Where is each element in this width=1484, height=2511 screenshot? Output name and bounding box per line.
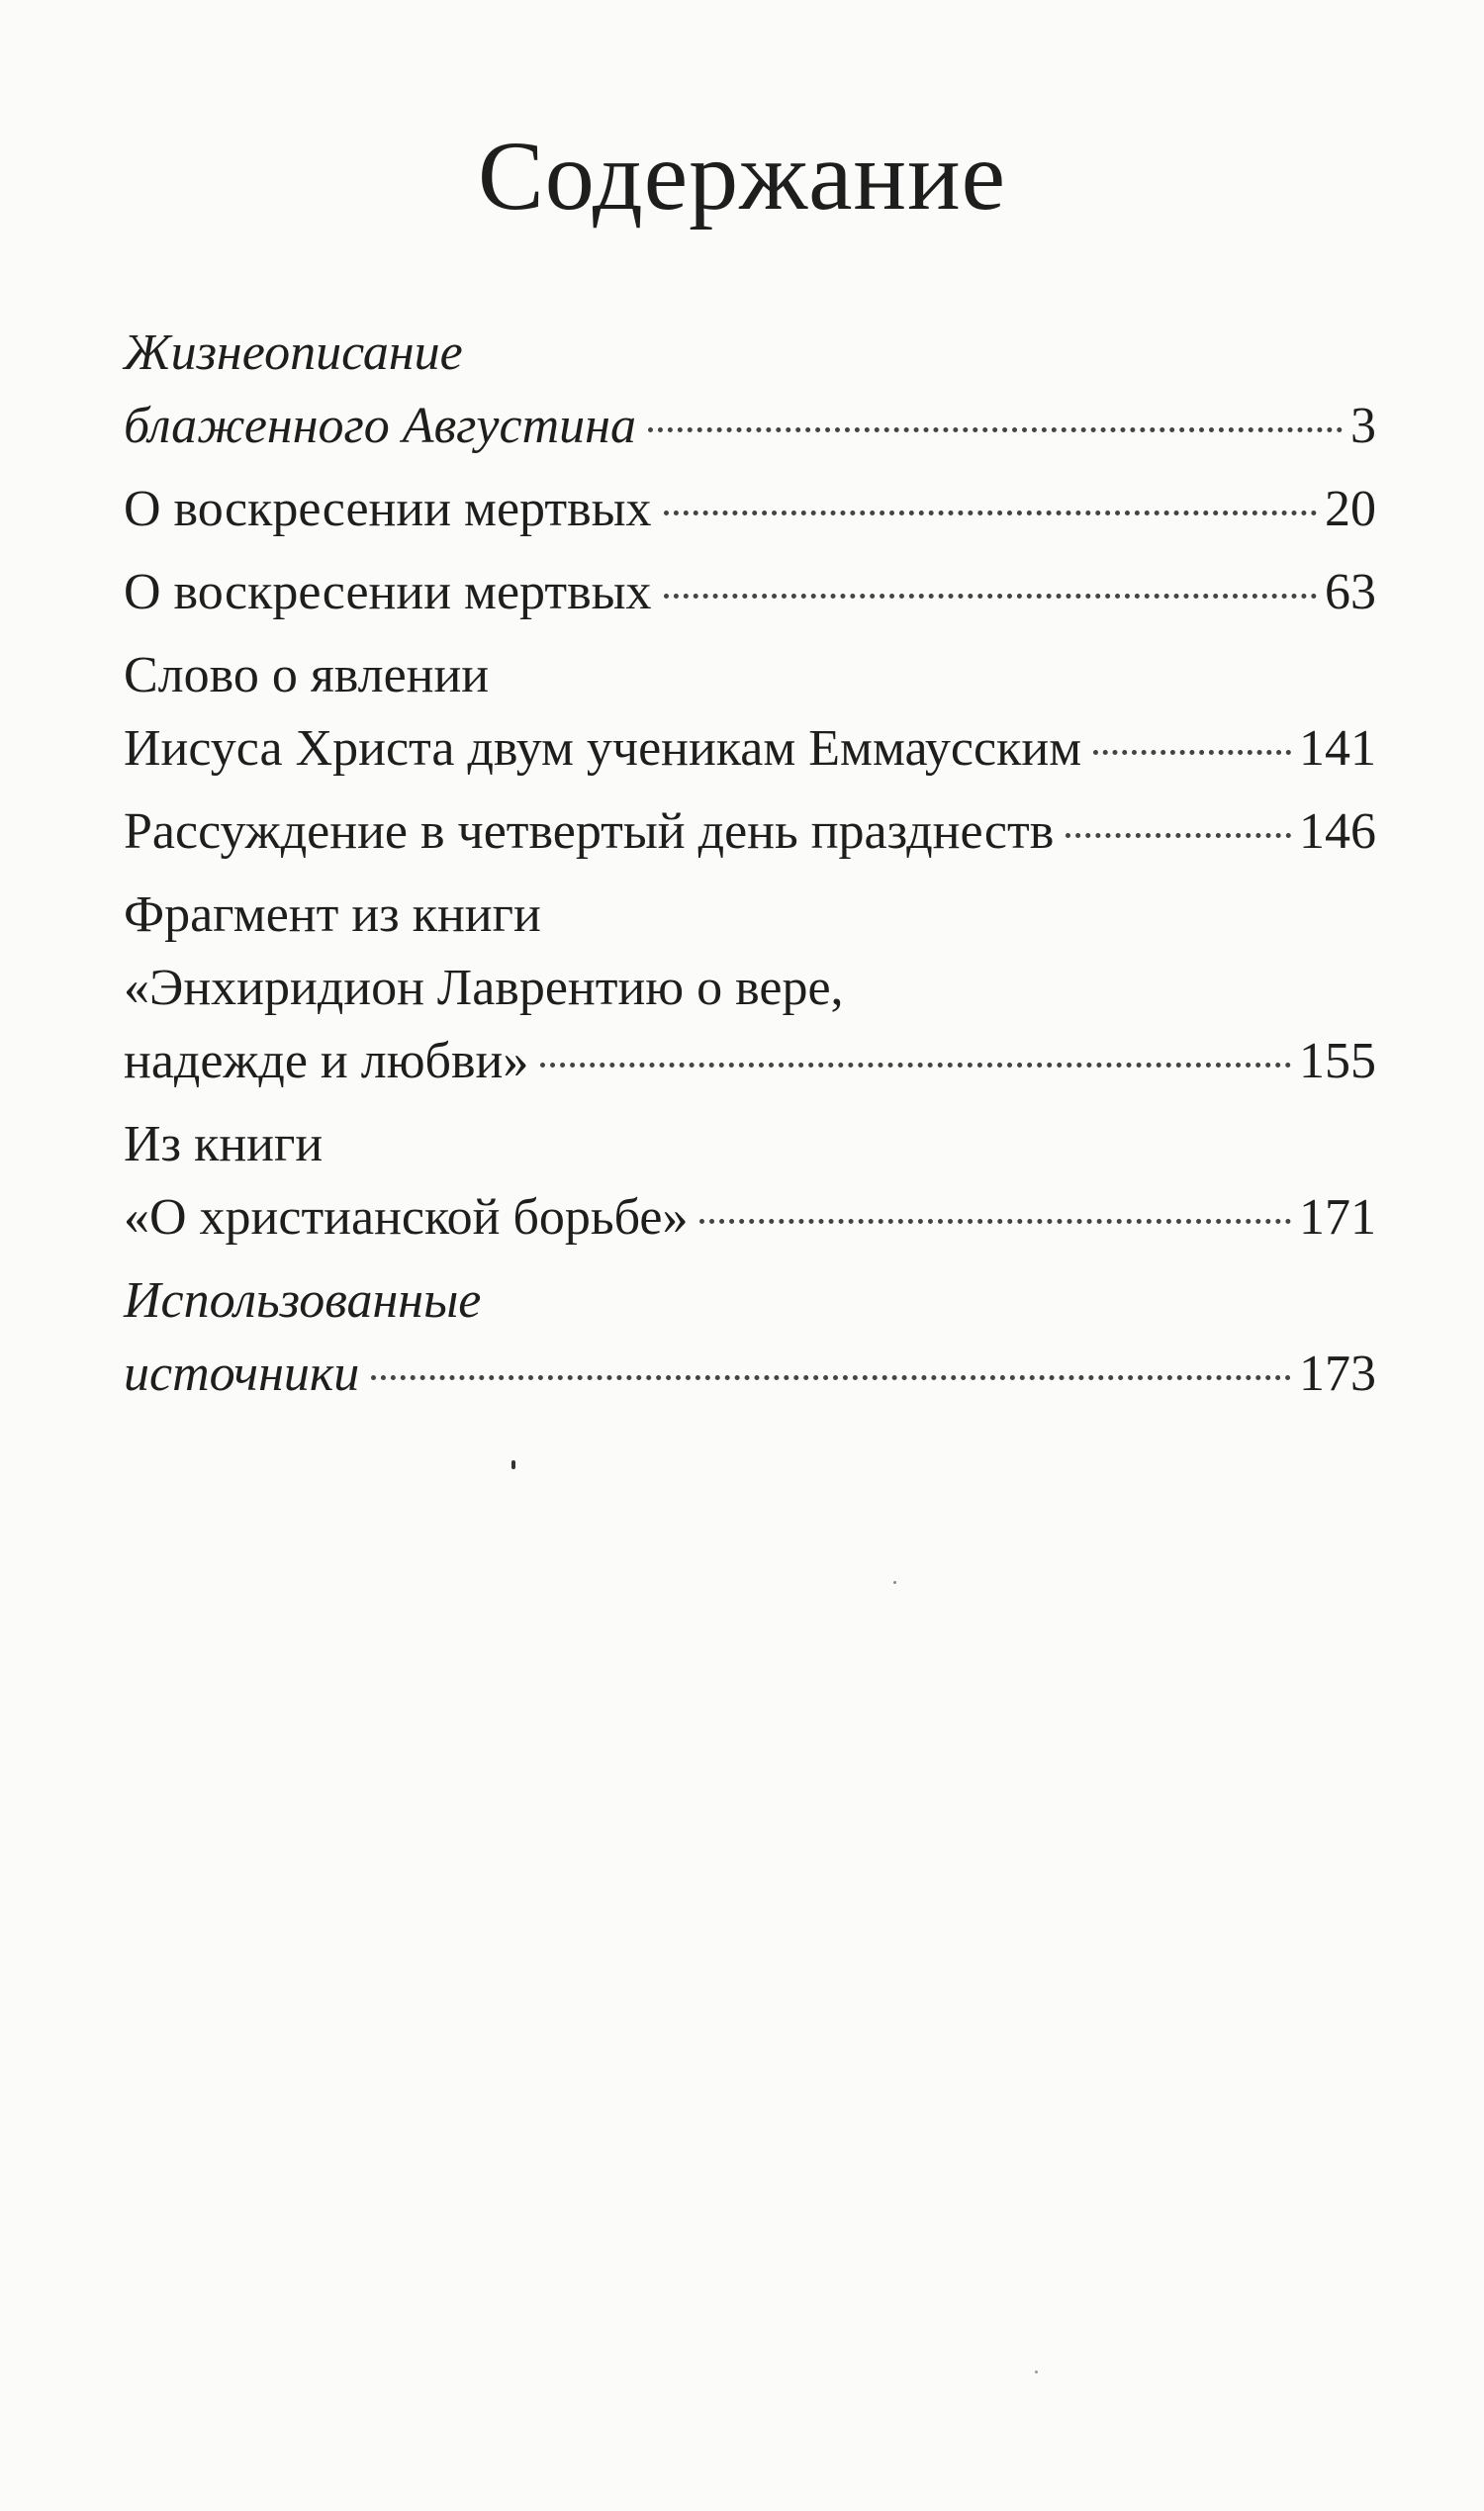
toc-entry-title-line: источники bbox=[124, 1346, 360, 1402]
print-speck bbox=[1035, 2371, 1038, 2373]
toc-entry-title-line: «О христианской борьбе» bbox=[124, 1189, 689, 1246]
toc-entry bbox=[124, 795, 1376, 869]
dot-leader bbox=[648, 427, 1343, 432]
dot-leader bbox=[699, 1219, 1291, 1224]
toc-entry-title-line: Использованные bbox=[124, 1272, 482, 1329]
dot-leader bbox=[540, 1063, 1291, 1068]
dot-leader bbox=[1093, 750, 1291, 755]
toc-entry-title-line: Слово о явлении bbox=[124, 647, 490, 703]
toc-entry-title-line: «Энхиридион Лаврентию о вере, bbox=[124, 960, 844, 1016]
toc-page-number: 20 bbox=[1325, 481, 1376, 537]
dot-leader bbox=[1066, 833, 1291, 838]
toc-entry-final-line bbox=[124, 1025, 1376, 1098]
toc-page-number: 171 bbox=[1299, 1189, 1376, 1246]
toc-entry-title-line: Жизнеописание bbox=[124, 325, 463, 381]
dot-leader bbox=[664, 511, 1317, 515]
toc-page-number: 141 bbox=[1299, 720, 1376, 777]
page-title: Содержание bbox=[478, 121, 1006, 231]
dot-leader bbox=[371, 1375, 1291, 1380]
toc-entry bbox=[124, 1264, 1376, 1411]
toc-entry-title-line: Из книги bbox=[124, 1116, 324, 1172]
toc-entry-final-line bbox=[124, 1338, 1376, 1411]
toc-entry-final-line bbox=[124, 795, 1376, 869]
toc-entry bbox=[124, 317, 1376, 463]
toc-entry bbox=[124, 473, 1376, 546]
toc-page-number: 146 bbox=[1299, 803, 1376, 860]
toc-entry-title-line: блаженного Августина bbox=[124, 398, 636, 454]
toc-entry-title-line: О воскресении мертвых bbox=[124, 481, 652, 537]
toc-entry-title-line: Рассуждение в четвертый день празднеств bbox=[124, 803, 1055, 860]
toc-entry-final-line bbox=[124, 390, 1376, 463]
toc-entry-final-line bbox=[124, 1181, 1376, 1255]
toc-page-number: 63 bbox=[1325, 564, 1376, 620]
toc-entry-final-line bbox=[124, 473, 1376, 546]
toc-page-number: 155 bbox=[1299, 1033, 1376, 1089]
toc-entry-final-line bbox=[124, 712, 1376, 786]
toc-page-number: 3 bbox=[1350, 398, 1376, 454]
toc-entry-title-line: надежде и любви» bbox=[124, 1033, 529, 1089]
toc-entry-title-line: Фрагмент из книги bbox=[124, 886, 541, 943]
toc-page-number: 173 bbox=[1299, 1346, 1376, 1402]
toc-entry-final-line bbox=[124, 556, 1376, 629]
print-speck bbox=[893, 1581, 896, 1584]
print-speck bbox=[511, 1460, 515, 1469]
toc-entry bbox=[124, 879, 1376, 1098]
toc-entry-title-line: О воскресении мертвых bbox=[124, 564, 652, 620]
table-of-contents bbox=[124, 317, 1376, 1421]
dot-leader bbox=[664, 594, 1317, 599]
toc-entry bbox=[124, 1108, 1376, 1255]
toc-entry-title-line: Иисуса Христа двум ученикам Еммаусским bbox=[124, 720, 1082, 777]
toc-entry bbox=[124, 556, 1376, 629]
toc-entry bbox=[124, 639, 1376, 786]
